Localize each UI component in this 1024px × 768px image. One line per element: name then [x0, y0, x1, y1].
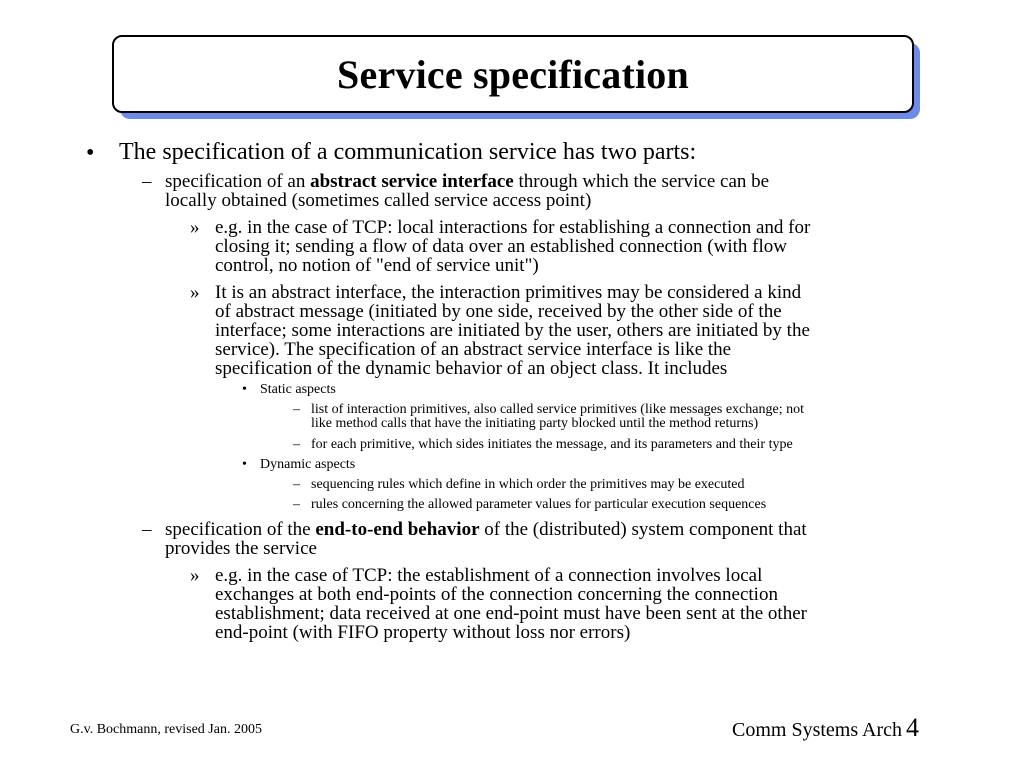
- detail-text: e.g. in the case of TCP: the establishment of a connection involves local: [215, 565, 763, 586]
- dash-marker: –: [142, 519, 152, 540]
- raquo-marker: »: [190, 565, 200, 586]
- subbullet-text: [165, 172, 769, 191]
- dash-marker: –: [142, 171, 152, 192]
- aspect-heading: Static aspects: [260, 382, 336, 397]
- detail-text: e.g. in the case of TCP: local interactions for establishing a connection and for: [215, 217, 811, 238]
- detail-text: It is an abstract interface, the interaction primitives may be considered a kind: [215, 282, 802, 303]
- subbullet-text-pre: specification of the: [165, 519, 316, 540]
- subbullet-text-bold: end-to-end behavior: [315, 519, 480, 540]
- aspect-item-text: sequencing rules which define in which order the primitives may be executed: [311, 477, 745, 492]
- subbullet-text-bold: abstract service interface: [310, 171, 514, 192]
- small-dash-marker: –: [293, 437, 300, 452]
- footer-course-label: Comm Systems Arch: [732, 719, 903, 741]
- small-dash-marker: –: [293, 497, 300, 512]
- subbullet-text-post: through which the service can be: [513, 171, 770, 192]
- detail-text: end-point (with FIFO property without loss nor errors): [215, 622, 631, 643]
- subbullet-text-post: of the (distributed) system component that: [479, 519, 807, 540]
- small-bullet-marker: •: [242, 382, 247, 397]
- footer-course: [732, 713, 919, 743]
- aspect-item-text: for each primitive, which sides initiates the message, and its parameters and their type: [311, 437, 793, 452]
- footer-author: G.v. Bochmann, revised Jan. 2005: [70, 722, 262, 737]
- raquo-marker: »: [190, 282, 200, 303]
- bullet-marker: •: [86, 140, 95, 166]
- aspect-heading: Dynamic aspects: [260, 457, 356, 472]
- small-dash-marker: –: [293, 477, 300, 492]
- detail-text: of abstract message (initiated by one side, received by the other side of the: [215, 301, 782, 322]
- bullet-text: The specification of a communication service has two parts:: [119, 139, 697, 165]
- small-dash-marker: –: [293, 402, 300, 417]
- aspect-item-text: rules concerning the allowed parameter values for particular execution sequences: [311, 497, 767, 512]
- detail-text: interface; some interactions are initiated by the user, others are initiated by the: [215, 320, 810, 341]
- page-number: 4: [906, 713, 920, 742]
- detail-text: specification of the dynamic behavior of an object class. It includes: [215, 358, 728, 379]
- slide-title: Service specification: [337, 51, 689, 97]
- raquo-marker: »: [190, 217, 200, 238]
- subbullet-text-cont: provides the service: [165, 538, 317, 559]
- detail-text: closing it; sending a flow of data over an established connection (with flow: [215, 236, 787, 257]
- aspect-item-text: list of interaction primitives, also called service primitives (like messages exchange; not: [311, 402, 804, 417]
- subbullet-text: [165, 520, 807, 539]
- detail-text: exchanges at both end-points of the connection concerning the connection: [215, 584, 778, 605]
- detail-text: establishment; data received at one end-point must have been sent at the other: [215, 603, 807, 624]
- detail-text: control, no notion of "end of service unit"): [215, 255, 539, 276]
- aspect-item-text: like method calls that have the initiating party blocked until the method returns): [311, 416, 759, 431]
- subbullet-text-pre: specification of an: [165, 171, 311, 192]
- subbullet-text-cont: locally obtained (sometimes called service access point): [165, 190, 592, 211]
- small-bullet-marker: •: [242, 457, 247, 472]
- detail-text: service). The specification of an abstract service interface is like the: [215, 339, 732, 360]
